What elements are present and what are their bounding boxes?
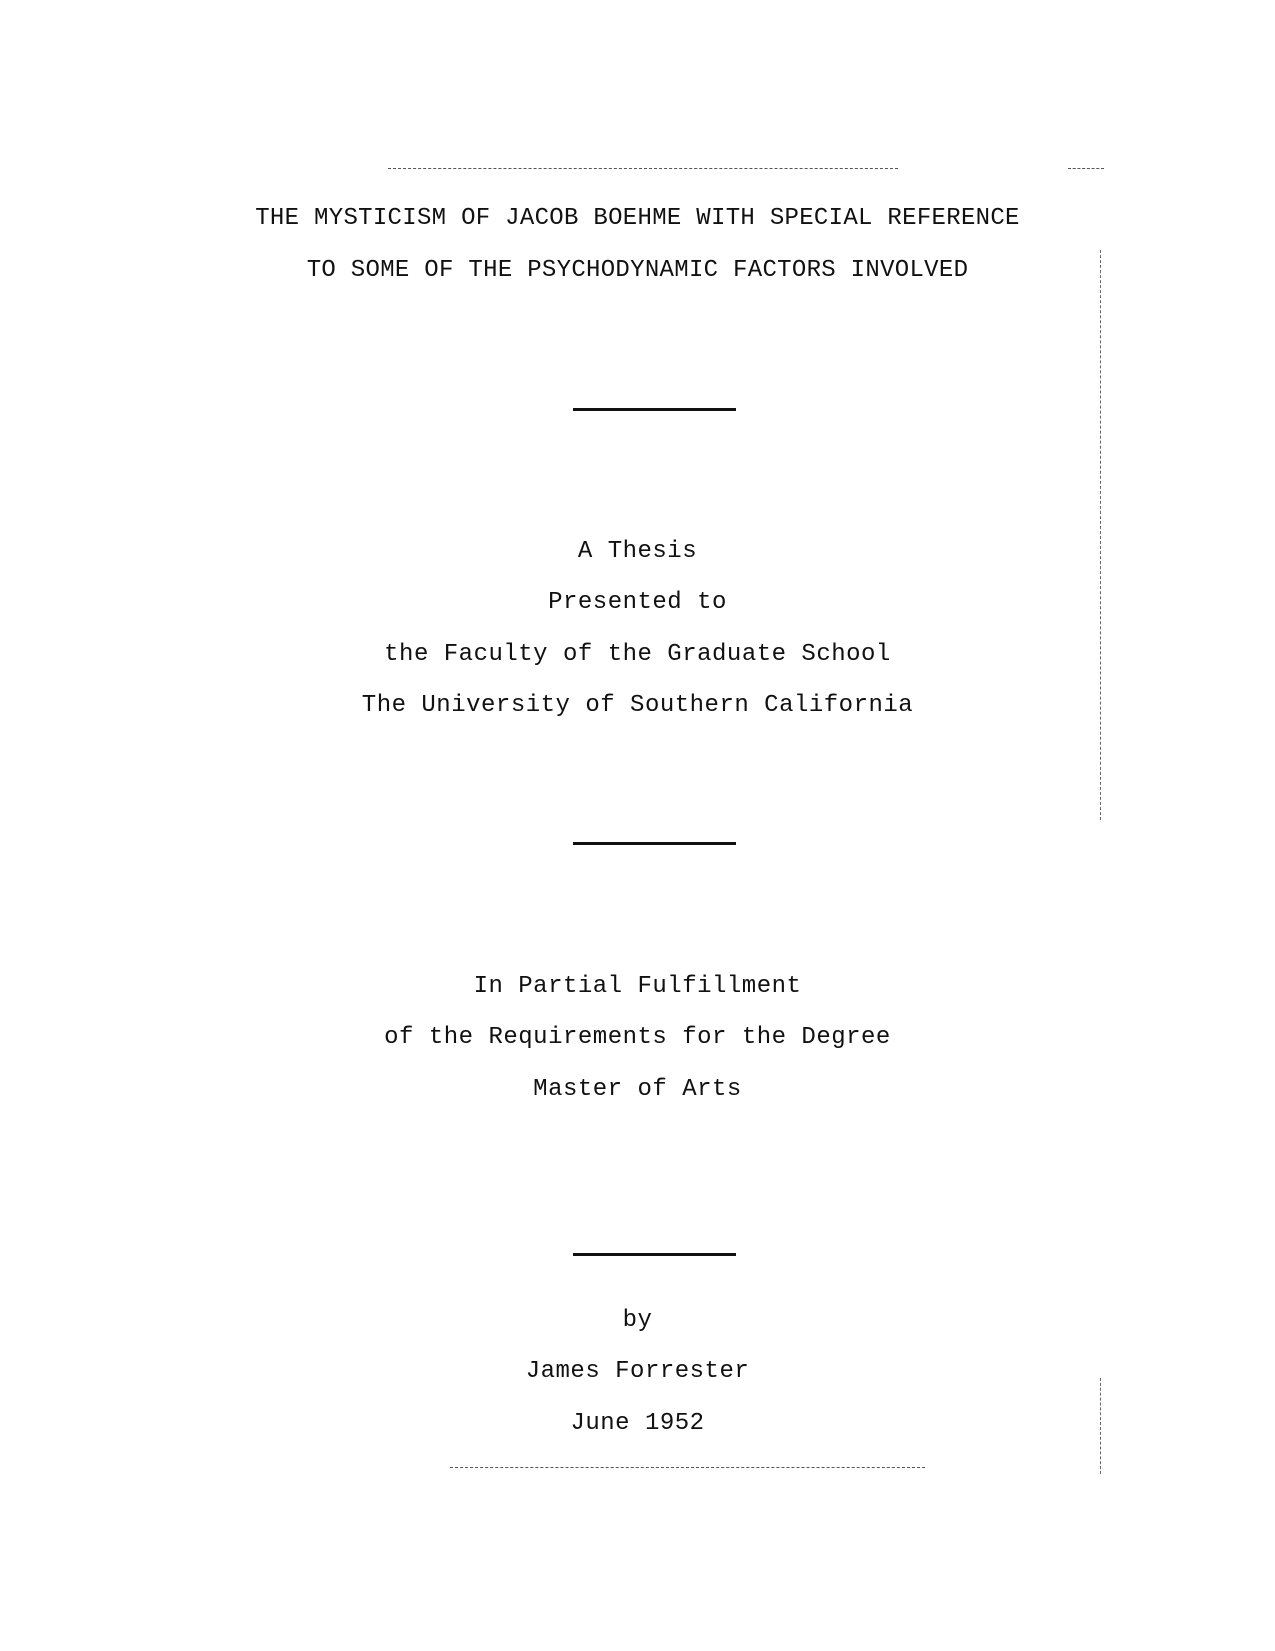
requirements-line: of the Requirements for the Degree: [384, 1024, 891, 1051]
author-name: James Forrester: [525, 1358, 750, 1385]
presented-to: Presented to: [548, 589, 727, 616]
degree-line: Master of Arts: [533, 1076, 742, 1103]
fulfillment-line: In Partial Fulfillment: [473, 973, 802, 1000]
divider-rule: [573, 842, 736, 845]
faculty-line: the Faculty of the Graduate School: [384, 641, 891, 668]
thesis-title-line-2: TO SOME OF THE PSYCHODYNAMIC FACTORS INVOLVED: [306, 257, 969, 284]
submission-date: June 1952: [570, 1410, 705, 1437]
scan-frame-top: [388, 168, 898, 169]
scan-frame-bottom: [450, 1467, 925, 1468]
thesis-label: A Thesis: [577, 538, 698, 565]
university-line: The University of Southern California: [361, 692, 914, 719]
by-label: by: [622, 1307, 653, 1334]
scan-frame-top-right: [1068, 168, 1104, 169]
scan-frame-right: [1100, 250, 1101, 820]
thesis-title-line-1: THE MYSTICISM OF JACOB BOEHME WITH SPECIAL REFERENCE: [255, 205, 1020, 232]
divider-rule: [573, 408, 736, 411]
divider-rule: [573, 1253, 736, 1256]
